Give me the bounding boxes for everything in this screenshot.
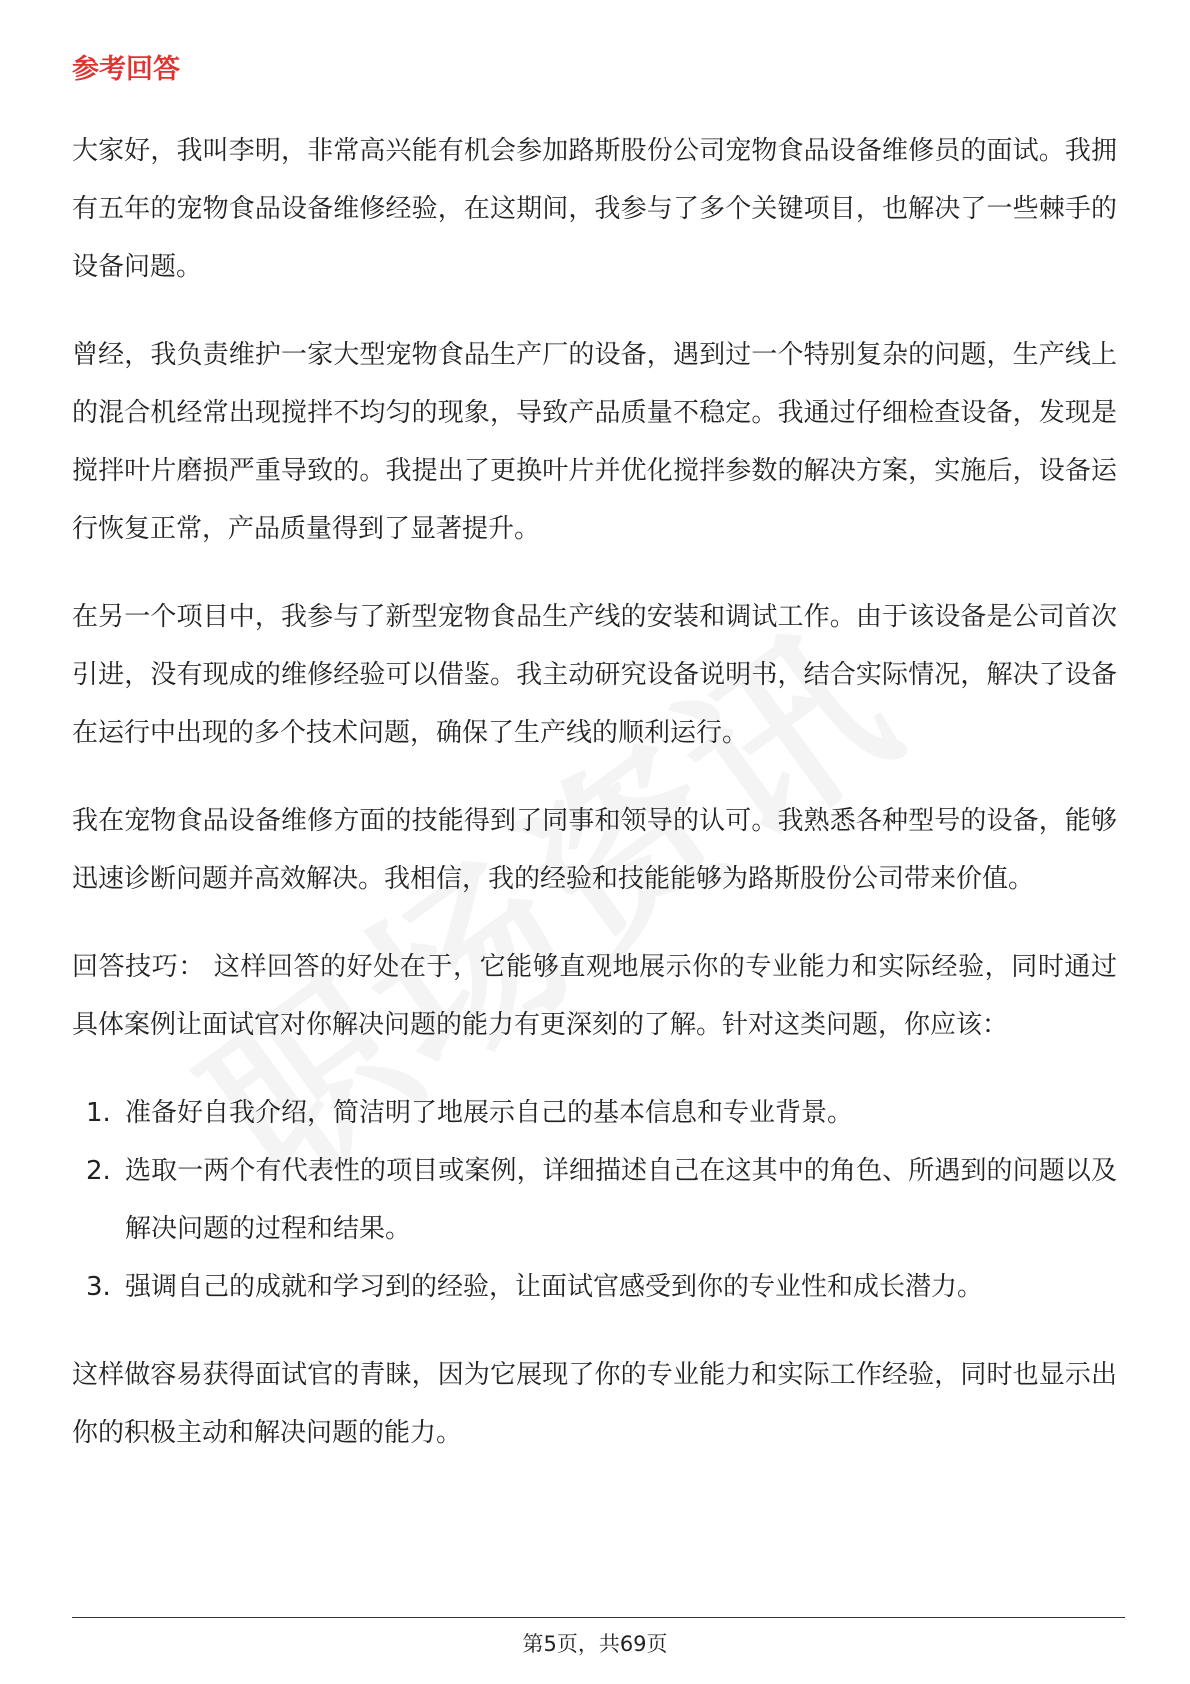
list-item-number: 2. [86, 1156, 111, 1186]
tips-conclusion: 这样做容易获得面试官的青睐，因为它展现了你的专业能力和实际工作经验，同时也显示出你的积极主动和解决问题的能力。 [72, 1360, 1117, 1448]
paragraph-case-production-line: 在另一个项目中，我参与了新型宠物食品生产线的安装和调试工作。由于该设备是公司首次引进，没有现成的维修经验可以借鉴。我主动研究设备说明书，结合实际情况，解决了设备在运行中出现的多个技术问题，确保了生产线的顺利运行。 [72, 602, 1117, 748]
section-heading: 参考回答 [72, 54, 180, 85]
paragraph-intro: 大家好，我叫李明，非常高兴能有机会参加路斯股份公司宠物食品设备维修员的面试。我拥有五年的宠物食品设备维修经验，在这期间，我参与了多个关键项目，也解决了一些棘手的设备问题。 [72, 136, 1117, 282]
list-item-number: 1. [86, 1098, 111, 1128]
list-item [72, 1084, 1117, 1142]
list-item-number: 3. [86, 1272, 111, 1302]
list-item-text: 选取一两个有代表性的项目或案例，详细描述自己在这其中的角色、所遇到的问题以及解决问题的过程和结果。 [125, 1156, 1117, 1244]
list-item [72, 1258, 1117, 1316]
list-item-text: 准备好自我介绍，简洁明了地展示自己的基本信息和专业背景。 [125, 1098, 854, 1128]
paragraph-case-mixer: 曾经，我负责维护一家大型宠物食品生产厂的设备，遇到过一个特别复杂的问题，生产线上的混合机经常出现搅拌不均匀的现象，导致产品质量不稳定。我通过仔细检查设备，发现是搅拌叶片磨损严重导致的。我提出了更换叶片并优化搅拌参数的解决方案，实施后，设备运行恢复正常，产品质量得到了显著提升。 [72, 340, 1117, 544]
paragraph-skills: 我在宠物食品设备维修方面的技能得到了同事和领导的认可。我熟悉各种型号的设备，能够迅速诊断问题并高效解决。我相信，我的经验和技能能够为路斯股份公司带来价值。 [72, 806, 1117, 894]
list-item-text: 强调自己的成就和学习到的经验，让面试官感受到你的专业性和成长潜力。 [125, 1272, 984, 1302]
answer-content [72, 122, 1117, 1492]
tips-list [72, 1084, 1117, 1316]
tips-intro: 回答技巧： 这样回答的好处在于，它能够直观地展示你的专业能力和实际经验，同时通过具体案例让面试官对你解决问题的能力有更深刻的了解。针对这类问题，你应该： [72, 952, 1117, 1040]
page-number: 第5页，共69页 [522, 1632, 668, 1656]
list-item [72, 1142, 1117, 1258]
footer-divider [72, 1617, 1125, 1618]
